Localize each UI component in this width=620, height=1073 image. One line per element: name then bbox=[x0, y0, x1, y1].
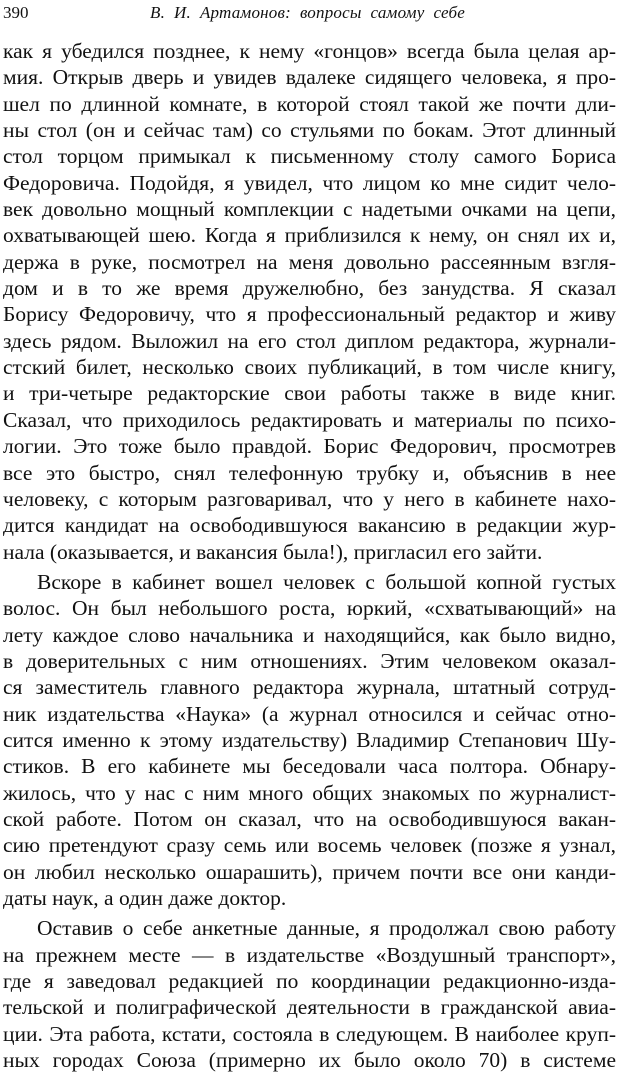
text-line: Вскоре в кабинет вошел человек с большой копной густых bbox=[37, 569, 616, 594]
text-line: стол торцом примыкал к письменному столу самого Бориса bbox=[3, 144, 616, 169]
paragraph-3 bbox=[3, 915, 616, 1073]
text-line: сится именно к этому издательству) Владимир Степанович Шу- bbox=[3, 727, 616, 752]
text-line: мия. Открыв дверь и увидев вдалеке сидящего человека, я про- bbox=[3, 65, 616, 90]
text-line: логии. Это тоже было правдой. Борис Федорович, просмотрев bbox=[3, 434, 616, 459]
paragraph-1 bbox=[3, 38, 616, 565]
text-line: дом и в то же время дружелюбно, без занудства. Я сказал bbox=[3, 276, 616, 301]
text-line: держа в руке, посмотрел на меня довольно рассеянным взгля- bbox=[3, 249, 616, 274]
paragraph-2 bbox=[3, 569, 616, 911]
text-line: здесь рядом. Выложил на его стол диплом редактора, журнали- bbox=[3, 328, 616, 353]
page-number: 390 bbox=[3, 3, 29, 22]
text-line: Оставив о себе анкетные данные, я продолжал свою работу bbox=[37, 916, 616, 941]
text-line: стиков. В его кабинете мы беседовали часа полтора. Обнару- bbox=[3, 754, 616, 779]
text-line: нала (оказывается, и вакансия была!), пригласил его зайти. bbox=[3, 539, 543, 564]
text-line: как я убедился позднее, к нему «гонцов» всегда была целая ар- bbox=[3, 39, 616, 63]
text-line: он любил несколько ошарашить), причем почти все они канди- bbox=[3, 859, 616, 884]
text-line: где я заведовал редакцией по координации редакционно-изда- bbox=[3, 969, 616, 994]
text-line: ся заместитель главного редактора журнала, штатный сотруд- bbox=[3, 675, 616, 700]
text-line: стский билет, несколько своих публикаций, в том числе книгу, bbox=[3, 355, 616, 380]
running-header bbox=[0, 0, 620, 34]
text-line: в доверительных с ним отношениях. Этим человеком оказал- bbox=[3, 648, 616, 673]
text-line: сию претендуют сразу семь или восемь человек (позже я узнал, bbox=[3, 833, 616, 858]
text-line: ных городах Союза (примерно их было около 70) в системе bbox=[3, 1048, 616, 1073]
body-text bbox=[3, 38, 616, 1073]
text-line: Сказал, что приходилось редактировать и материалы по психо- bbox=[3, 407, 616, 432]
running-title: В. И. Артамонов: вопросы самому себе bbox=[150, 3, 465, 22]
text-line: все это быстро, снял телефонную трубку и, объяснив в нее bbox=[3, 460, 616, 485]
text-line: ции. Эта работа, кстати, состояла в следующем. В наиболее круп- bbox=[3, 1021, 616, 1046]
text-line: Борису Федоровичу, что я профессиональный редактор и живу bbox=[3, 302, 616, 327]
text-line: даты наук, а один даже доктор. bbox=[3, 886, 287, 910]
text-line: и три-четыре редакторские свои работы также в виде книг. bbox=[3, 381, 616, 406]
text-line: человеку, с которым разговаривал, что у него в кабинете нахо- bbox=[3, 486, 616, 511]
text-line: дится кандидат на освободившуюся вакансию в редакции жур- bbox=[3, 513, 616, 538]
text-line: охватывающей шею. Когда я приблизился к нему, он снял их и, bbox=[3, 223, 616, 248]
text-line: лету каждое слово начальника и находящийся, как было видно, bbox=[3, 622, 616, 647]
text-line: на прежнем месте — в издательстве «Воздушный транспорт», bbox=[3, 942, 616, 967]
text-line: ской работе. Потом он сказал, что на освободившуюся вакан- bbox=[3, 806, 616, 831]
text-line: ны стол (он и сейчас там) со стульями по бокам. Этот длинный bbox=[3, 118, 616, 143]
text-line: Федоровича. Подойдя, я увидел, что лицом ко мне сидит чело- bbox=[3, 170, 616, 195]
text-line: жилось, что у нас с ним много общих знакомых по журналист- bbox=[3, 780, 616, 805]
text-line: ник издательства «Наука» (а журнал относился и сейчас отно- bbox=[3, 701, 616, 726]
text-line: тельской и полиграфической деятельности в гражданской авиа- bbox=[3, 995, 616, 1020]
text-line: шел по длинной комнате, в которой стоял такой же почти дли- bbox=[3, 91, 616, 116]
text-line: век довольно мощный комплекции с надетыми очками на цепи, bbox=[3, 197, 616, 222]
text-line: волос. Он был небольшого роста, юркий, «схватывающий» на bbox=[3, 596, 616, 621]
